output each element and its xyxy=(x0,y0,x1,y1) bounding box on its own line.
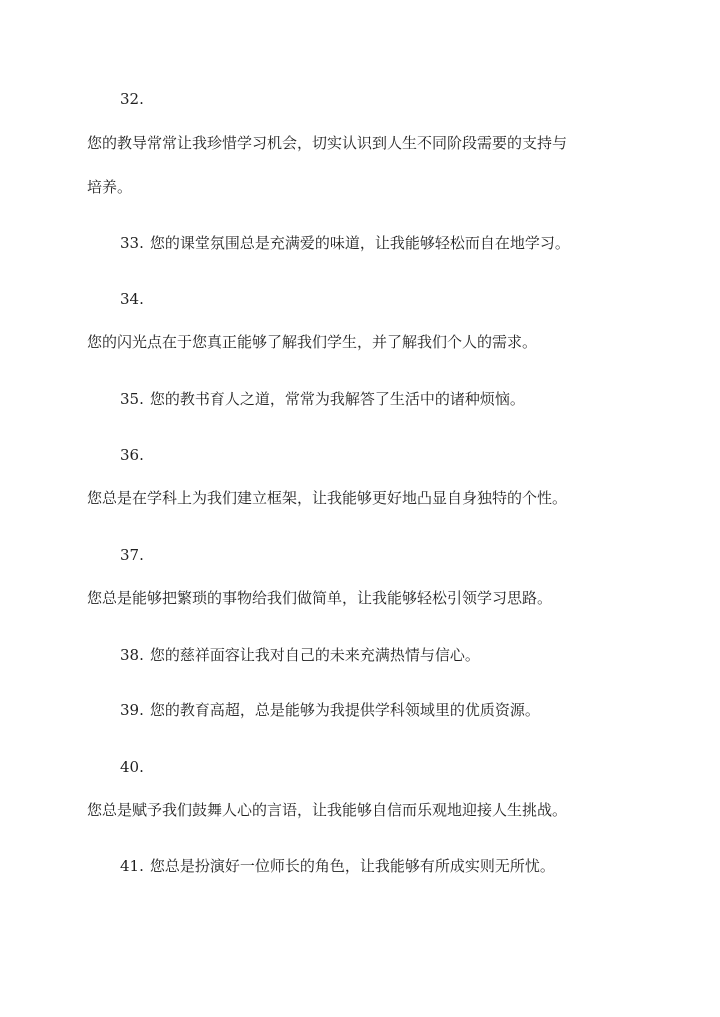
item-text: 您的慈祥面容让我对自己的未来充满热情与信心。 xyxy=(149,646,480,664)
item-number: 39. xyxy=(120,701,144,719)
item-number: 33. xyxy=(120,234,144,252)
item-text: 您的教育高超，总是能够为我提供学科领域里的优质资源。 xyxy=(149,701,540,719)
item-text-line: 培养。 xyxy=(87,178,133,196)
item-number: 38. xyxy=(120,646,144,664)
item-text-line: 您的教导常常让我珍惜学习机会，切实认识到人生不同阶段需要的支持与 xyxy=(87,134,568,152)
item-text: 您的教书育人之道，常常为我解答了生活中的诸种烦恼。 xyxy=(149,390,525,408)
item-number: 34. xyxy=(120,290,144,308)
item-text-line: 您总是能够把繁琐的事物给我们做简单，让我能够轻松引领学习思路。 xyxy=(87,589,553,607)
item-text-line: 您总是在学科上为我们建立框架，让我能够更好地凸显自身独特的个性。 xyxy=(87,489,568,507)
item-text: 您的课堂氛围总是充满爱的味道，让我能够轻松而自在地学习。 xyxy=(149,234,570,252)
item-text-line: 您的闪光点在于您真正能够了解我们学生，并了解我们个人的需求。 xyxy=(87,333,538,351)
list-item xyxy=(0,389,720,409)
item-number: 32. xyxy=(120,90,144,108)
item-number: 36. xyxy=(120,446,144,464)
item-number: 41. xyxy=(120,857,144,875)
item-text: 您总是扮演好一位师长的角色，让我能够有所成实则无所忧。 xyxy=(149,857,555,875)
list-item xyxy=(0,233,720,253)
list-item xyxy=(0,856,720,876)
item-text-line: 您总是赋予我们鼓舞人心的言语，让我能够自信而乐观地迎接人生挑战。 xyxy=(87,801,568,819)
item-number: 40. xyxy=(120,758,144,776)
item-number: 37. xyxy=(120,546,144,564)
list-item xyxy=(0,700,720,720)
list-item xyxy=(0,645,720,665)
item-number: 35. xyxy=(120,390,144,408)
